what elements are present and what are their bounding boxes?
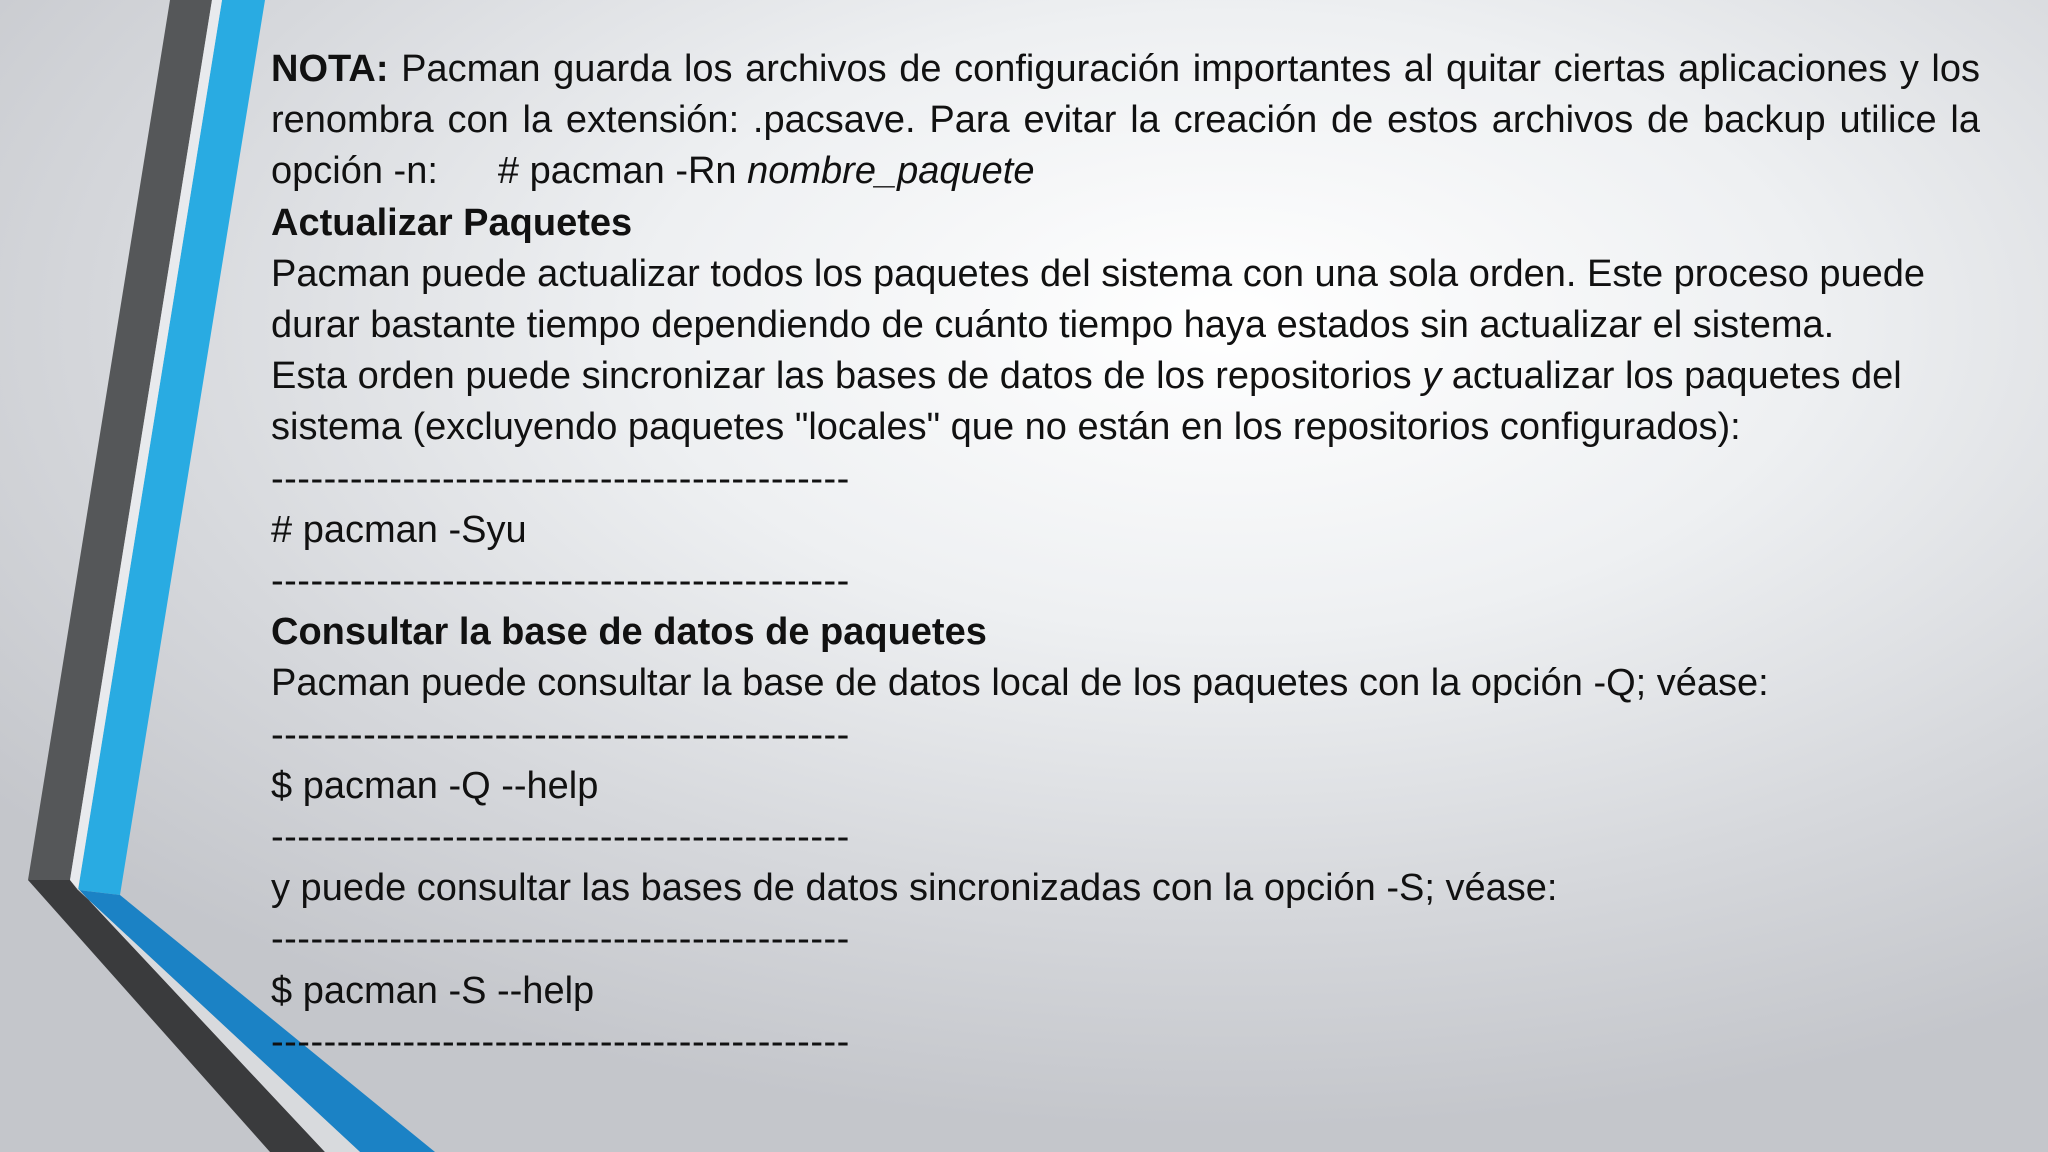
update-text-line: Esta orden puede sincronizar las bases de datos de los repositorios y actualizar los paquetes del (271, 355, 1902, 398)
divider: -------------------------------------------- (271, 457, 850, 500)
divider: -------------------------------------------- (271, 816, 850, 859)
divider: -------------------------------------------- (271, 713, 850, 756)
note-label: NOTA: (271, 48, 389, 90)
query-command-q: $ pacman -Q --help (271, 764, 599, 807)
update-text-line: Pacman puede actualizar todos los paquetes del sistema con una sola orden. Este proceso puede (271, 252, 1926, 295)
note-command: # pacman -Rn (497, 150, 748, 193)
query-intro: Pacman puede consultar la base de datos local de los paquetes con la opción -Q; véase: (271, 662, 1769, 705)
update-heading: Actualizar Paquetes (271, 201, 633, 244)
update-command: # pacman -Syu (271, 508, 527, 551)
update-text-line: sistema (excluyendo paquetes "locales" que no están en los repositorios configurados): (271, 406, 1741, 449)
decor-separator (70, 0, 222, 890)
update-text-line: durar bastante tiempo dependiendo de cuánto tiempo haya estados sin actualizar el sistema. (271, 304, 1835, 347)
divider: -------------------------------------------- (271, 918, 850, 961)
note-command-arg: nombre_paquete (747, 150, 1035, 193)
divider: -------------------------------------------- (271, 560, 850, 603)
note-paragraph (271, 44, 1980, 198)
query-command-s: $ pacman -S --help (271, 969, 595, 1012)
note-text: Pacman guarda los archivos de configuración importantes al quitar ciertas aplicaciones y los renombra con la extensión: .pacsave. Para evitar la creación de estos archivos de backup utilice la opción -n: (271, 48, 1980, 193)
query-heading: Consultar la base de datos de paquetes (271, 611, 987, 654)
slide-content (271, 44, 1980, 1068)
query-sync-intro: y puede consultar las bases de datos sincronizadas con la opción -S; véase: (271, 867, 1558, 910)
final-divider: -------------------------------------------- (271, 1020, 850, 1063)
